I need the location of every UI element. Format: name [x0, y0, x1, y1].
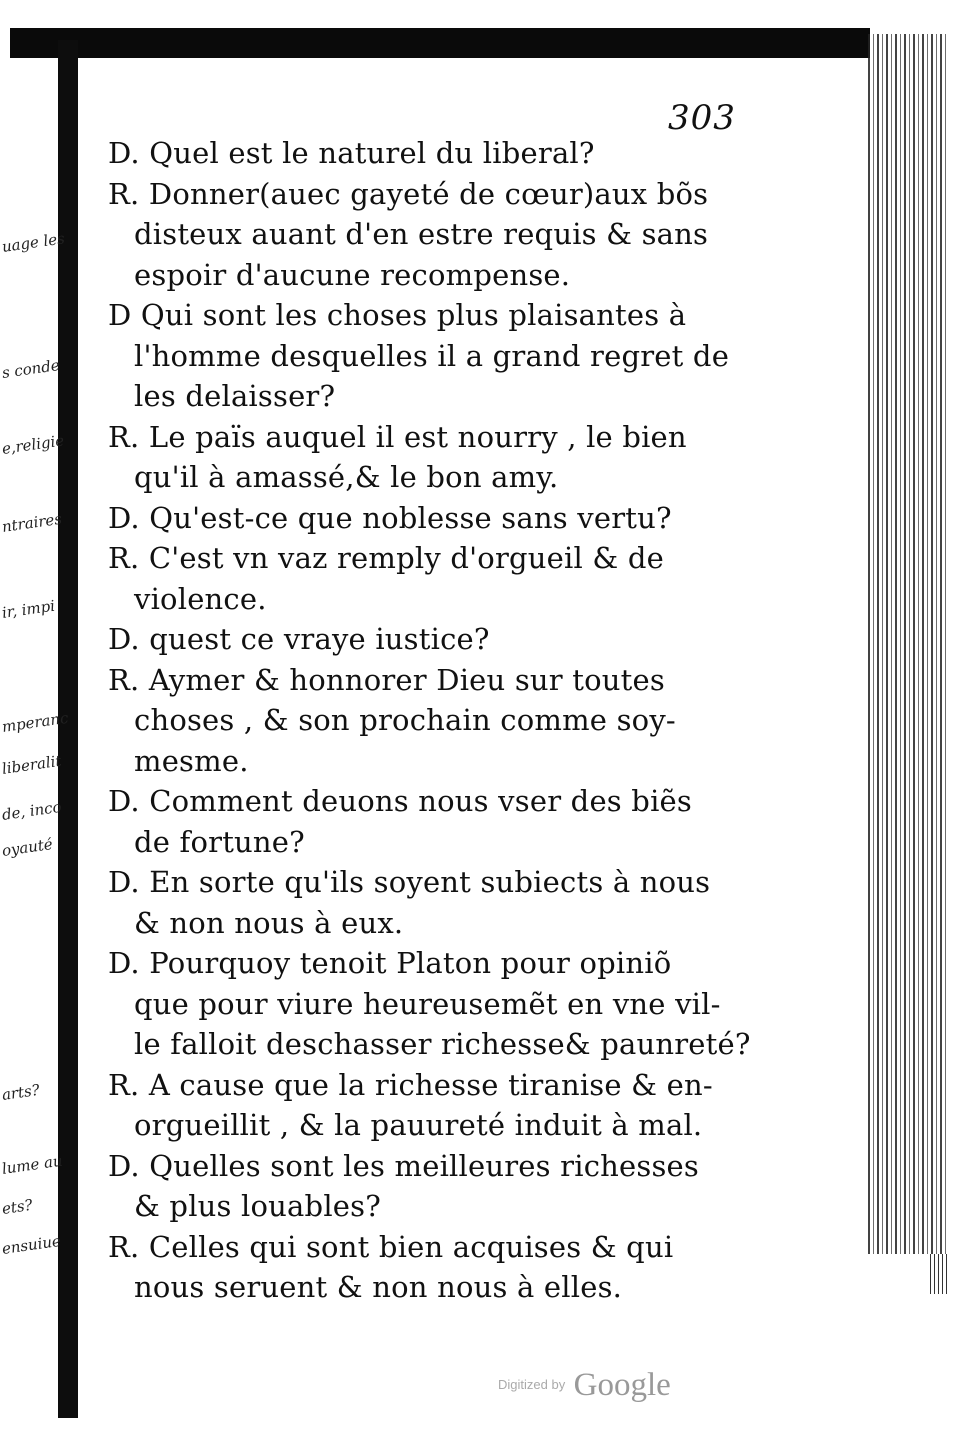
text-line: R. Donner(auec gayeté de cœur)aux bõs	[108, 176, 709, 211]
text-line: R. C'est vn vaz remply d'orgueil & de	[108, 541, 664, 575]
text-line: D. Qu'est-ce que noblesse sans vertu?	[108, 500, 672, 535]
text-line: R. A cause que la richesse tiranise & en-	[108, 1067, 713, 1102]
digitized-watermark	[498, 1362, 671, 1408]
text-line: R. Celles qui sont bien acquises & qui	[108, 1229, 674, 1264]
digitized-prefix: Digitized by	[498, 1377, 566, 1392]
text-line: D. En sorte qu'ils soyent subiects à nous	[108, 865, 711, 899]
text-line: les delaisser?	[134, 379, 336, 413]
margin-note: ir, impi	[0, 596, 57, 622]
text-line: D. Comment deuons nous vser des biẽs	[108, 784, 692, 818]
margin-note: uage les	[0, 229, 66, 256]
margin-note: ntraires	[0, 509, 64, 536]
margin-note: de, inco	[0, 797, 63, 824]
text-line: & non nous à eux.	[134, 905, 404, 940]
page-top-edge	[10, 28, 870, 58]
text-line: orgueillit , & la pauureté induit à mal.	[134, 1108, 703, 1142]
text-line: D. Quel est le naturel du liberal?	[108, 136, 595, 170]
left-margin-notes	[0, 0, 70, 1448]
margin-note: mperanc	[0, 708, 70, 736]
margin-note: e,religie	[0, 431, 66, 458]
text-line: R. Le païs auquel il est nourry , le bien	[108, 419, 687, 454]
page-right-edge-tail	[930, 1254, 948, 1294]
margin-note: liberalit	[0, 751, 63, 778]
margin-note: ensuiue	[0, 1231, 62, 1258]
text-line: & plus louables?	[134, 1189, 381, 1223]
text-line: nous seruent & non nous à elles.	[134, 1270, 623, 1304]
text-line: mesme.	[134, 743, 249, 778]
text-line: que pour viure heureusemẽt en vne vil-	[134, 986, 721, 1021]
text-line: le falloit deschasser richesse& paunreté?	[134, 1027, 751, 1061]
text-line: disteux auant d'en estre requis & sans	[134, 217, 709, 251]
margin-note: arts?	[0, 1080, 41, 1104]
text-line: qu'il à amassé,& le bon amy.	[134, 460, 559, 494]
text-line: D. Quelles sont les meilleures richesses	[108, 1148, 699, 1183]
page-body	[108, 133, 751, 1308]
text-line: D Qui sont les choses plus plaisantes à	[108, 298, 687, 332]
page-right-edge	[868, 34, 948, 1254]
text-line: D. quest ce vraye iustice?	[108, 622, 490, 656]
text-line: choses , & son prochain comme soy-	[134, 703, 676, 737]
text-line: espoir d'aucune recompense.	[134, 257, 571, 292]
google-logo: Google	[573, 1367, 671, 1403]
margin-note: s conde	[0, 356, 61, 382]
text-line: l'homme desquelles il a grand regret de	[134, 338, 730, 373]
page-number: 303	[668, 98, 736, 138]
text-line: de fortune?	[134, 824, 305, 859]
margin-note: lume au	[0, 1151, 64, 1178]
margin-note: oyauté	[0, 834, 54, 860]
text-line: violence.	[134, 581, 267, 616]
text-line: D. Pourquoy tenoit Platon pour opiniõ	[108, 946, 672, 980]
margin-note: ets?	[0, 1195, 34, 1218]
text-line: R. Aymer & honnorer Dieu sur toutes	[108, 662, 665, 697]
